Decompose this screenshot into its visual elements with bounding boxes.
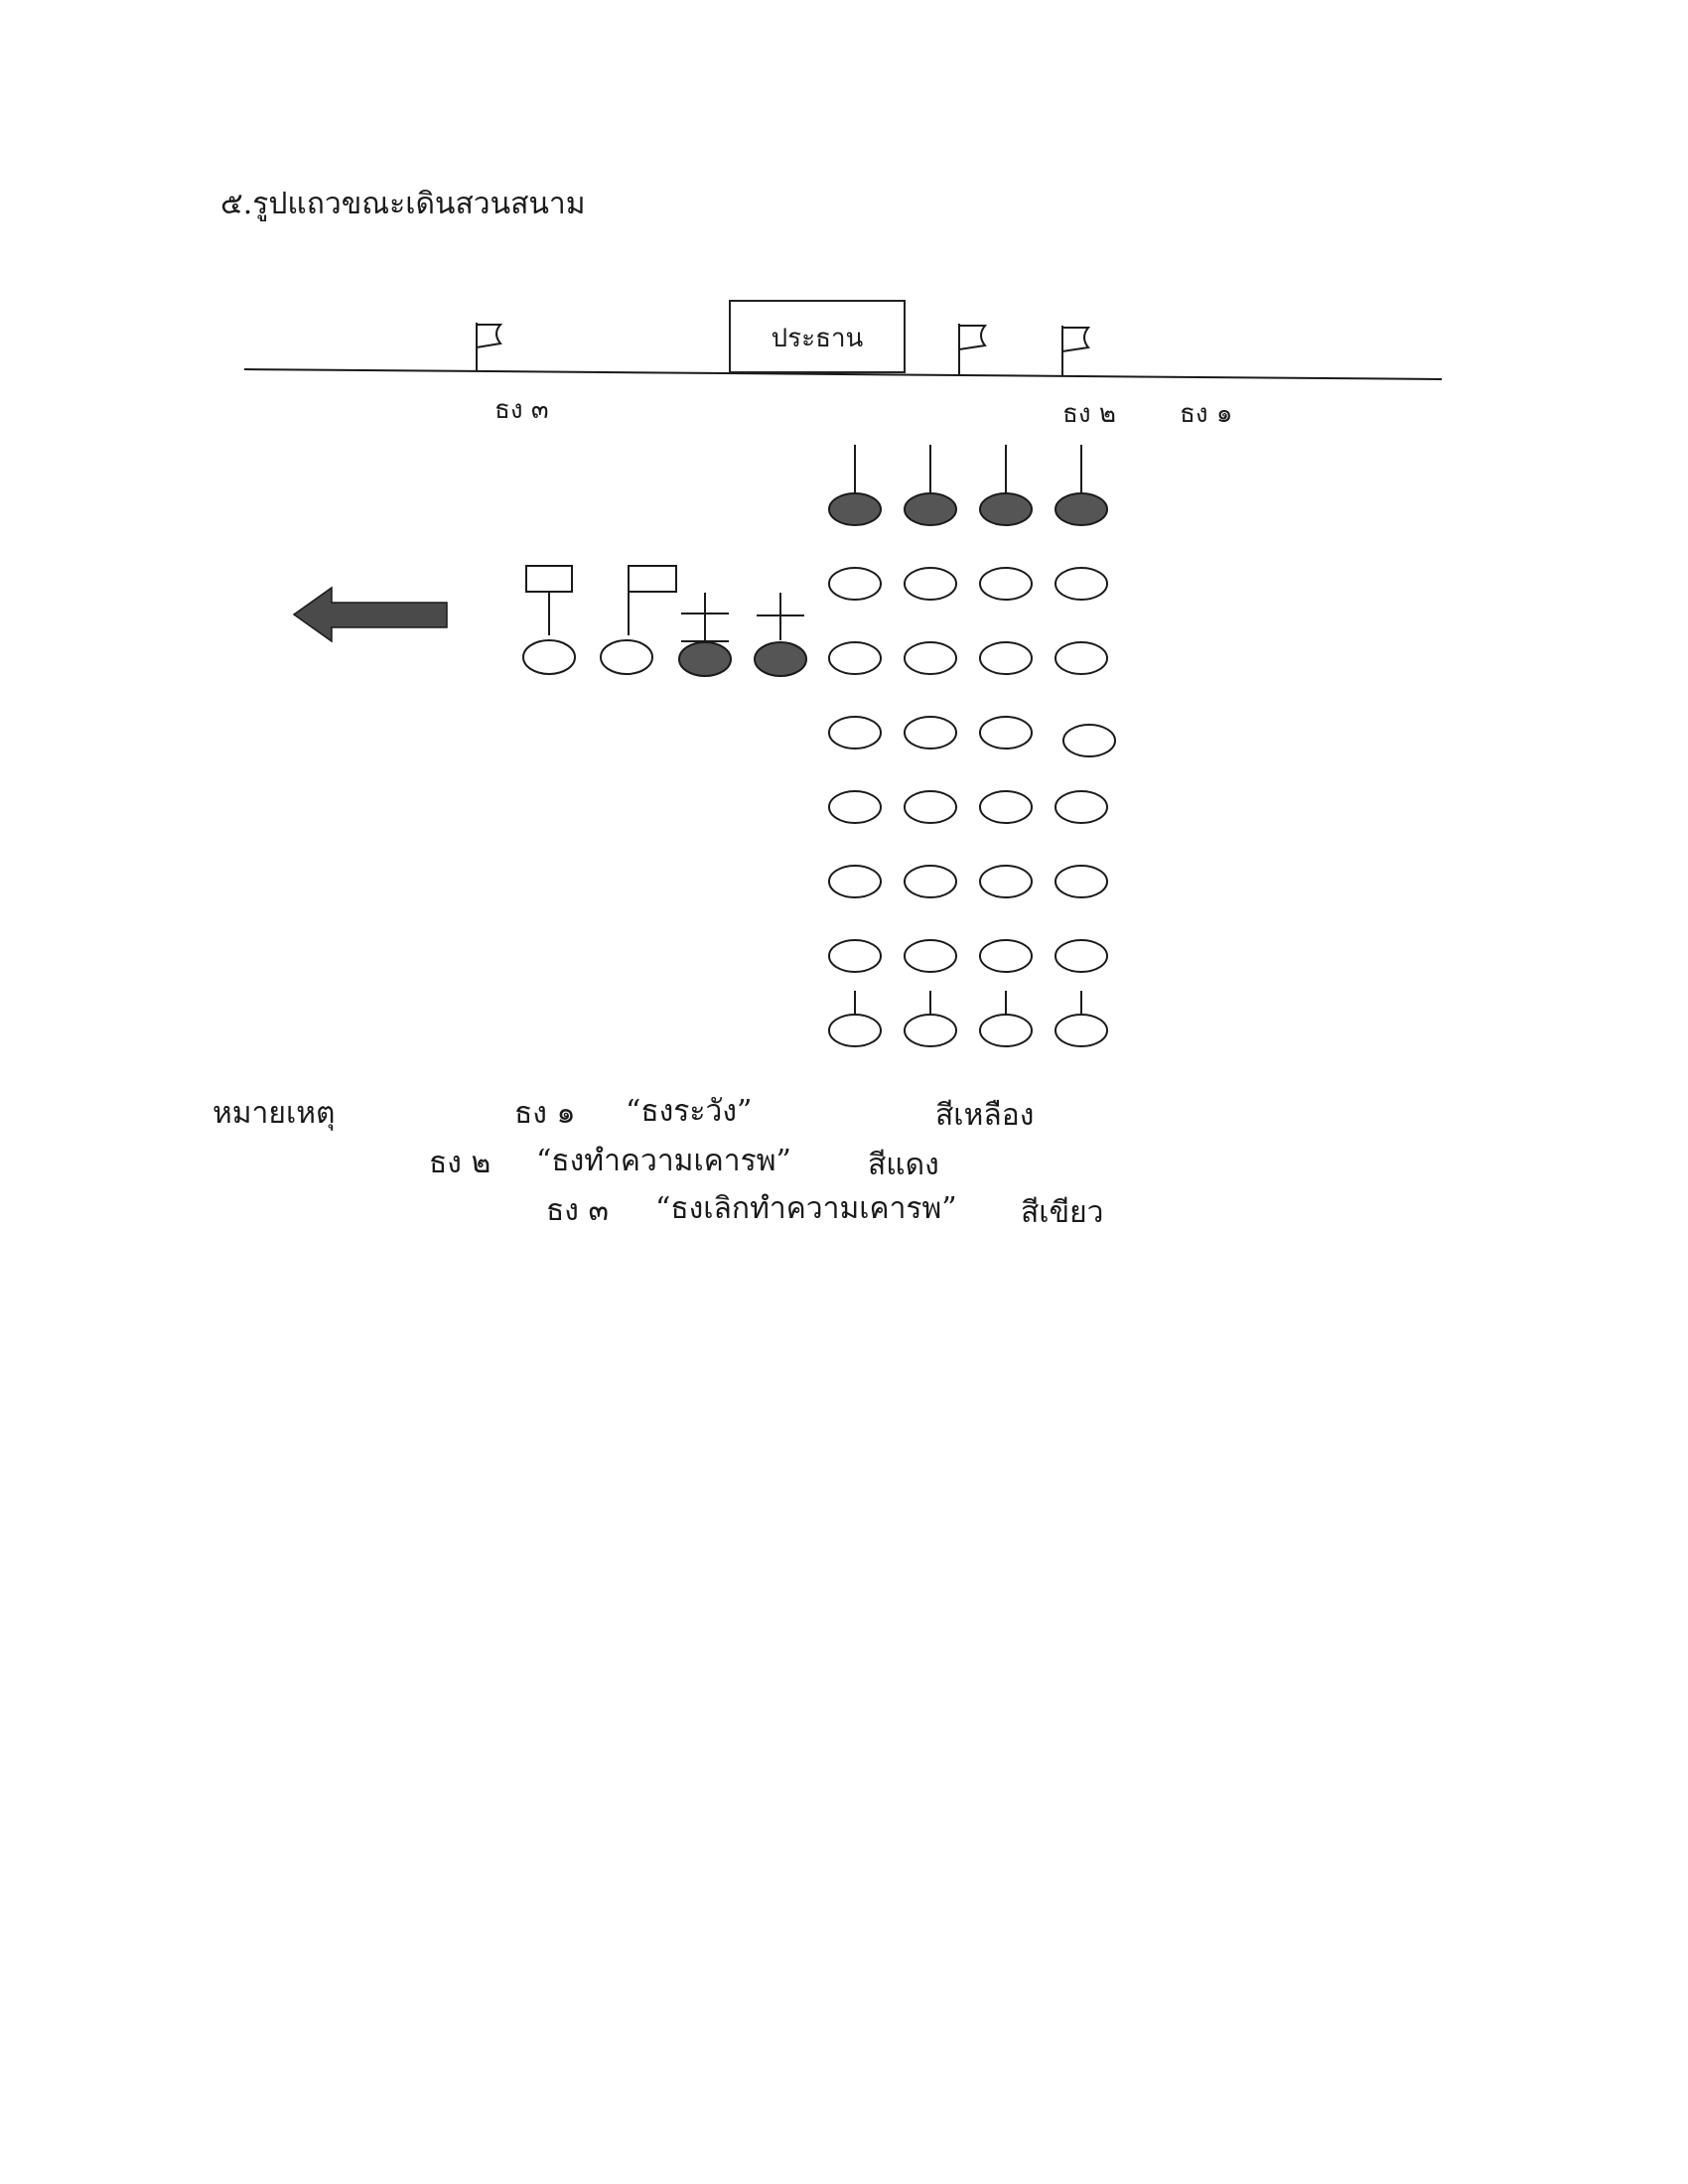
- formation-member: [980, 791, 1032, 823]
- formation-member: [905, 991, 956, 1046]
- commander-1: [679, 593, 731, 676]
- note-2-name: “ธงทำความเคารพ”: [536, 1144, 791, 1178]
- formation-member: [1055, 445, 1107, 525]
- formation-member: [829, 791, 881, 823]
- formation-member: [905, 866, 956, 897]
- formation-member: [1055, 568, 1107, 600]
- flag-1-label: ธง ๑: [1180, 399, 1233, 429]
- formation-member: [980, 568, 1032, 600]
- formation-member: [1055, 940, 1107, 972]
- formation-member: [829, 642, 881, 674]
- troop-formation: [829, 445, 1115, 1046]
- formation-member: [980, 991, 1032, 1046]
- note-2-color: สีแดง: [868, 1148, 939, 1182]
- formation-member: [980, 717, 1032, 749]
- chairman-label: ประธาน: [771, 324, 864, 353]
- formation-member: [829, 991, 881, 1046]
- formation-member: [829, 445, 881, 525]
- chairman-box: [729, 300, 906, 373]
- note-1-flag: ธง ๑: [514, 1096, 576, 1131]
- note-3-color: สีเขียว: [1021, 1195, 1104, 1230]
- note-3-name: “ธงเลิกทำความเคารพ”: [655, 1191, 957, 1226]
- note-2-flag: ธง ๒: [429, 1146, 492, 1180]
- formation-member: [829, 866, 881, 897]
- flag-2-label: ธง ๒: [1062, 399, 1116, 429]
- formation-member: [905, 791, 956, 823]
- formation-member: [980, 866, 1032, 897]
- flag-bearer-1: [523, 566, 575, 674]
- note-1-color: สีเหลือง: [935, 1098, 1035, 1133]
- formation-member: [905, 717, 956, 749]
- formation-member: [829, 717, 881, 749]
- flag-3-icon: [477, 323, 500, 370]
- formation-member: [980, 445, 1032, 525]
- notes-title: หมายเหตุ: [212, 1096, 336, 1131]
- page-title: ๕.รูปแถวขณะเดินสวนสนาม: [220, 187, 586, 221]
- flag-2-icon: [959, 324, 985, 375]
- formation-member: [1055, 991, 1107, 1046]
- flag-bearer-2: [601, 566, 676, 674]
- formation-member: [1055, 866, 1107, 897]
- formation-member: [829, 940, 881, 972]
- note-3-flag: ธง ๓: [546, 1193, 610, 1228]
- formation-member: [905, 940, 956, 972]
- march-direction-arrow-icon: [294, 588, 447, 641]
- formation-member: [905, 445, 956, 525]
- formation-member: [980, 642, 1032, 674]
- flag-3-label: ธง ๓: [494, 395, 549, 425]
- formation-member: [1063, 725, 1115, 756]
- flag-1-icon: [1062, 326, 1088, 376]
- formation-member: [980, 940, 1032, 972]
- note-1-name: “ธงระวัง”: [626, 1094, 753, 1129]
- formation-member: [1055, 642, 1107, 674]
- formation-member: [905, 642, 956, 674]
- formation-member: [829, 568, 881, 600]
- formation-member: [1055, 791, 1107, 823]
- commander-2: [755, 593, 806, 676]
- formation-member: [905, 568, 956, 600]
